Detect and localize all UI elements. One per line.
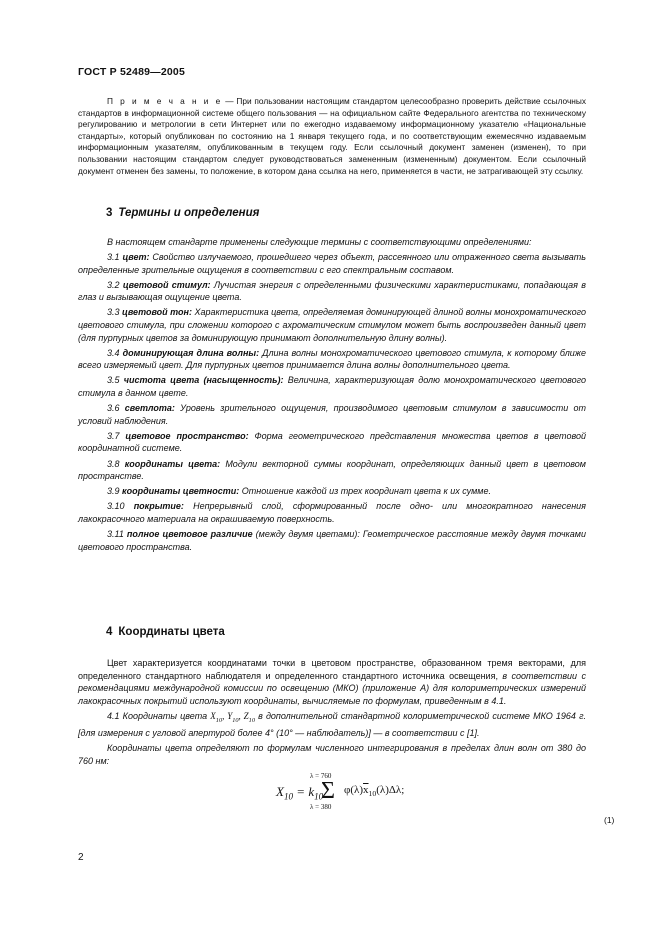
term-name: цветовое пространство: [125,430,249,441]
formula-lhs: $X_{10} = k_{10}$ [276,784,324,802]
page-number: 2 [78,852,84,863]
term-name: чистота цвета (насыщенность): [123,375,284,386]
paragraph-text-italic: в соответствии с рекомендациями международной комиссии по освещению (МКО) (приложение А) для колориметрических измерений лакокрасочных покрытий используют координаты, вычисляемые по формулам, приведенным в 4.1. [78,670,586,706]
term-number: 3.5 [107,375,120,386]
term-name: доминирующая длина волны: [122,347,260,358]
term-name: координаты цвета: [124,458,221,469]
note-text: — При пользовании настоящим стандартом целесообразно проверить действие ссылочных стандартов в информационной системе общего пользования — на официальном сайте Федерального агентства по техническому регулированию и метрологии в сети Интернет или по ежегодно издаваемому информационному указателю «Национальные стандарты», который опубликован по состоянию на 1 января текущего года, и по соответствующим ежемесячно издаваемым информационным указателям, опубликованным в текущем году. Если ссылочный документ заменен (изменен), то при пользовании настоящим стандартом следует руководствоваться замененным (измененным) документом. Если ссылочный документ отменен без замены, то положение, в котором дана ссылка на него, применяется в части, не затрагивающей эту ссылку. [78,96,586,176]
term-definition [78,485,586,498]
term-definition [78,430,586,455]
term-number: 3.9 [107,486,120,497]
term-name: цвет: [122,252,150,263]
paragraph-text: 4.1 Координаты цвета [107,710,211,721]
paragraph [78,657,586,707]
sum-upper-limit: λ = 760 [310,772,332,780]
term-number: 3.8 [107,458,120,469]
term-definition [78,528,586,553]
term-text: Лучистая энергия с определенными физическими характеристиками, попадающая в глаз и вызывающая ощущение цвета. [78,279,586,303]
coordinate-symbols: $X_{10}$, $Y_{10}$, $Z_{10}$ [210,710,255,724]
terms-list [78,251,586,553]
formula-rhs: $\varphi(\lambda)\overline{x}_{10}(\lambda)\Delta\lambda$; [344,784,405,799]
term-text: (между двумя цветами): Геометрическое расстояние между двумя точками цветового пространства. [78,528,586,552]
formula-1 [270,772,570,812]
term-name: цветовой стимул: [122,279,211,290]
term-text: Свойство излучаемого, прошедшего через объект, рассеянного или отраженного света вызывать определенные зрительные ощущения в соответствии с его спектральным составом. [78,252,586,275]
sum-lower-limit: λ = 380 [310,803,332,811]
section-title: Координаты цвета [118,626,225,638]
paragraph-text: Цвет характеризуется координатами точки в цветовом пространстве, образованном тремя векторами, для определенного стандартного наблюдателя и определенного стандартного источника освещения, [78,658,586,681]
term-text: Величина, характеризующая долю монохроматического цветового стимула в данном цвете. [78,375,586,399]
term-text: Длина волны монохроматического цветового стимула, к которому ближе всего измеряемый цвет. Для пурпурных цветов принимается длина волны дополнительного цвета. [78,347,586,371]
term-definition [78,458,586,483]
term-number: 3.6 [107,403,120,414]
section-4-body [78,657,586,770]
reference-note [78,96,586,177]
term-name: полное цветовое различие [126,528,253,539]
term-text: Отношение каждой из трех координат цвета к их сумме. [241,486,491,497]
term-text: Форма геометрического представления множества цветов в цветовой координатной системе. [78,430,586,454]
term-number: 3.10 [107,501,125,512]
term-number: 3.1 [107,252,120,263]
section-number: 3 [106,207,113,219]
term-number: 3.2 [107,279,120,290]
term-definition [78,251,586,276]
paragraph [78,710,586,740]
term-text: Непрерывный слой, сформированный после одно- или многократного нанесения лакокрасочного материала на окрашиваемую поверхность. [78,501,586,524]
formula-number: (1) [604,815,615,825]
section-number: 4 [106,626,113,638]
term-text: Характеристика цвета, определяемая доминирующей длиной волны монохроматического цветового стимула, при сложении которого с ахроматическим стимулом может быть воспроизведен данный цвет (для пурпурных цветов за доминирующую принимают дополнительную длину волны). [78,307,586,343]
doc-header: ГОСТ Р 52489—2005 [78,66,186,78]
term-definition [78,402,586,427]
term-number: 3.4 [107,347,120,358]
term-number: 3.3 [107,307,120,318]
section-intro: В настоящем стандарте применены следующие термины с соответствующими определениями: [107,237,532,247]
paragraph-text: в дополнительной стандартной колориметрической системе МКО 1964 г. [для измерения с угловой апертурой более 4° (10° — наблюдатель)] — в соответствии с [1]. [78,710,587,739]
term-definition [78,374,586,399]
term-name: светлота: [124,403,175,414]
section-title: Термины и определения [118,207,260,219]
term-number: 3.11 [107,528,124,539]
term-definition [78,306,586,344]
term-text: Уровень зрительного ощущения, производимого цветовым стимулом в зависимости от условий наблюдения. [78,403,586,426]
note-label: П р и м е ч а н и е [107,96,223,106]
term-text: Модули векторной суммы координат, определяющих данный цвет в цветовом пространстве. [78,458,586,482]
section-4-heading [106,626,225,638]
term-definition [78,500,586,525]
term-definition [78,347,586,372]
term-name: покрытие: [133,501,184,512]
term-name: координаты цветности: [122,486,240,497]
paragraph: Координаты цвета определяют по формулам численного интегрирования в пределах длин волн от 380 до 760 нм: [78,743,586,766]
section-3-heading [106,207,259,219]
term-name: цветовой тон: [122,307,192,318]
term-number: 3.7 [107,430,120,441]
term-definition [78,279,586,304]
section-3-body [78,236,586,556]
sum-symbol: Σ [321,778,335,804]
